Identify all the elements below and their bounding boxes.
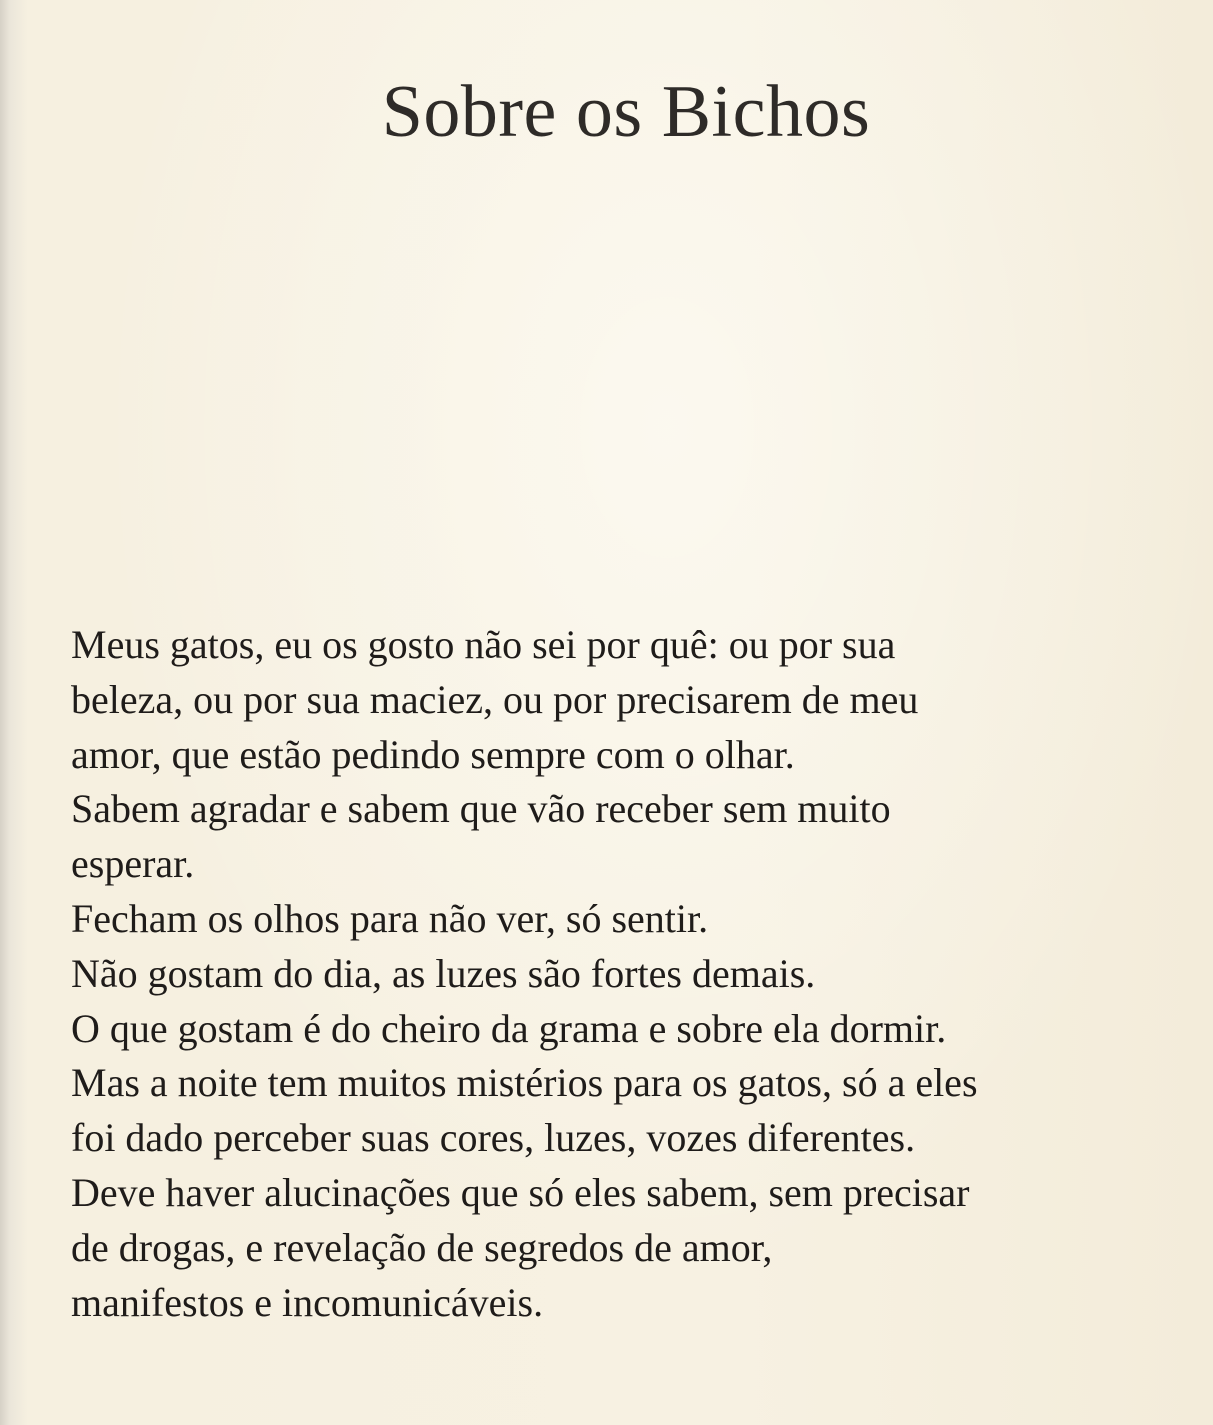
poem-line: beleza, ou por sua maciez, ou por precisarem de meu [71,676,919,722]
poem-line: Deve haver alucinações que só eles sabem, sem precisar [71,1169,970,1215]
poem-line: foi dado perceber suas cores, luzes, vozes diferentes. [71,1115,916,1161]
poem-line: Sabem agradar e sabem que vão receber sem muito [71,786,891,832]
poem-line: manifestos e incomunicáveis. [71,1279,544,1325]
page-title: Sobre os Bichos [381,71,871,153]
poem-line: Fecham os olhos para não ver, só sentir. [71,895,709,941]
poem-line: Mas a noite tem muitos mistérios para os gatos, só a eles [71,1060,978,1106]
poem-line: amor, que estão pedindo sempre com o olhar. [71,731,795,777]
poem-line: esperar. [71,841,195,887]
poem-line: Não gostam do dia, as luzes são fortes demais. [71,950,816,996]
poem-line: O que gostam é do cheiro da grama e sobre ela dormir. [71,1005,947,1051]
poem-body [71,618,1181,1330]
poem-line: de drogas, e revelação de segredos de amor, [71,1224,773,1270]
poem-line: Meus gatos, eu os gosto não sei por quê: ou por sua [71,622,896,667]
